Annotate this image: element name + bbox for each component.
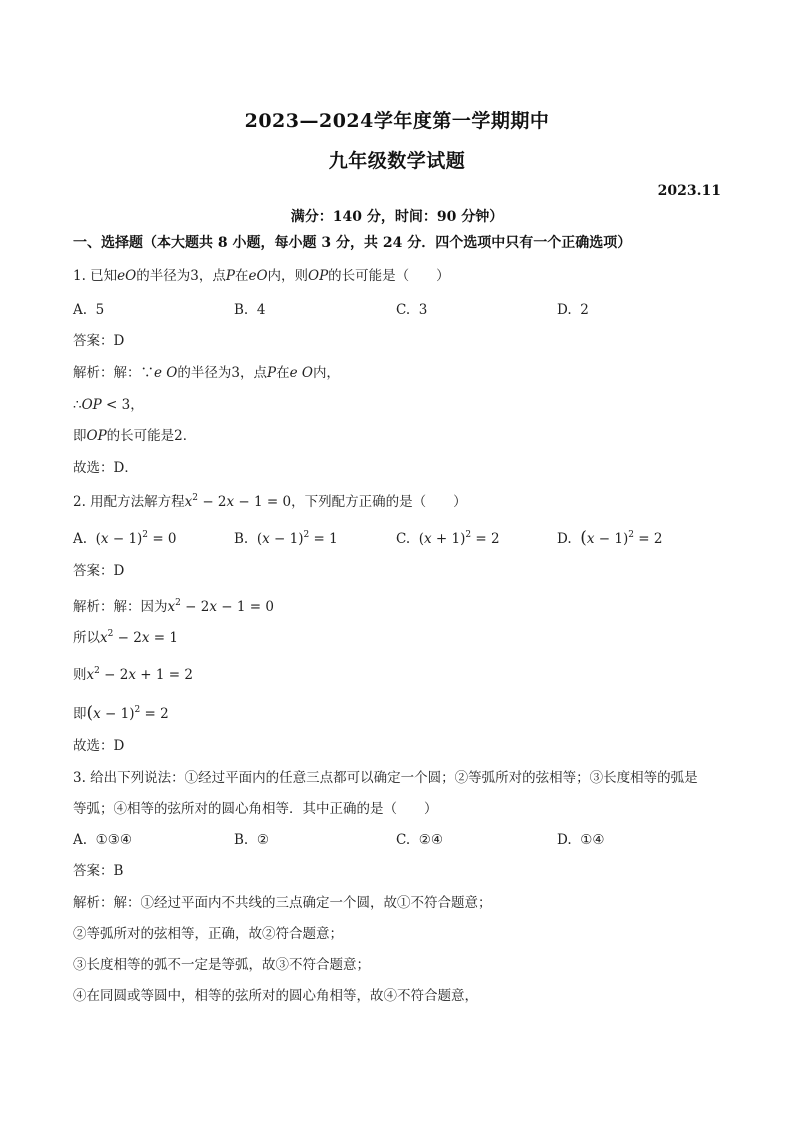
var-op: OP	[308, 268, 329, 284]
q2-explanation-1	[73, 593, 274, 617]
var-x: x	[141, 630, 150, 646]
exp-text: 解析：解：∵	[73, 365, 154, 381]
eq-text: = 1	[309, 531, 338, 547]
option-value: ①④	[580, 832, 605, 848]
exam-date: 2023.11	[657, 183, 721, 199]
num: 3	[190, 268, 199, 284]
eq-text: = 2	[633, 531, 663, 547]
exp-text: 内，	[312, 365, 340, 381]
q1-answer: 答案：D	[73, 333, 125, 349]
q1-explanation-3	[73, 426, 196, 446]
option-value: 4	[256, 302, 266, 318]
option-letter: A.	[73, 531, 88, 547]
option-letter: D.	[557, 832, 572, 848]
var-op: OP	[86, 428, 107, 444]
q1-text: 在	[234, 268, 249, 284]
eq-text: − 2	[99, 667, 129, 683]
var-o: O	[301, 365, 313, 381]
exponent: 2	[107, 629, 114, 639]
option-letter: B.	[234, 531, 249, 547]
exp-text: 的长可能是	[106, 428, 175, 444]
q1-stem	[73, 266, 450, 286]
circle-symbol: e	[154, 365, 162, 381]
score-info: 满分：140 分，时间：90 分钟）	[290, 209, 504, 225]
var-p: P	[266, 365, 277, 381]
eq-text: − 2	[180, 599, 210, 615]
q3-option-c	[396, 830, 443, 850]
option-value: ②	[256, 832, 269, 848]
q2-stem	[73, 488, 467, 512]
var-x: x	[100, 630, 108, 646]
exp-text: 的半径为	[177, 365, 232, 381]
var-x: x	[424, 531, 432, 547]
var-x: x	[586, 531, 595, 547]
q3-stem-line2: 等弧；④相等的弦所对的圆心角相等．其中正确的是（ ）	[73, 801, 438, 817]
eq-text: − 1 = 0	[234, 494, 292, 510]
option-letter: B.	[234, 302, 249, 318]
var-x: x	[100, 531, 109, 547]
q1-text: 的半径为	[136, 268, 191, 284]
q3-explanation-1: 解析：解：①经过平面内不共线的三点确定一个圆，故①不符合题意；	[73, 895, 492, 911]
eq-text: − 1)	[269, 531, 304, 547]
q2-explanation-2	[73, 624, 178, 648]
therefore-symbol: ∴	[73, 397, 82, 413]
option-letter: D.	[557, 302, 572, 318]
q1-explanation-1	[73, 363, 340, 383]
exp-text: < 3，	[101, 397, 144, 413]
q3-stem-line1: 3. 给出下列说法：①经过平面内的任意三点都可以确定一个圆；②等弧所对的弦相等；③长度相等的弧是	[73, 770, 698, 786]
eq-text: − 2	[113, 630, 142, 646]
exp-text: 解析：解：因为	[73, 599, 168, 615]
q2-option-d	[557, 525, 662, 549]
var-x: x	[167, 599, 176, 615]
option-letter: B.	[234, 832, 249, 848]
var-o: O	[256, 268, 268, 284]
paren: (	[418, 531, 425, 547]
q3-option-d	[557, 830, 604, 850]
var-x: x	[184, 494, 193, 510]
q2-option-b	[234, 525, 338, 549]
q1-choose: 故选：D．	[73, 460, 138, 476]
q2-choose: 故选：D	[73, 738, 125, 754]
exponent: 2	[192, 493, 199, 503]
eq-text: − 2	[198, 494, 227, 510]
q1-option-d	[557, 300, 589, 320]
paren: (	[95, 531, 101, 547]
option-letter: C.	[396, 302, 411, 318]
option-value: ①③④	[95, 832, 132, 848]
q2-explanation-3	[73, 661, 193, 685]
eq-text: + 1)	[431, 531, 466, 547]
eq-text: = 1	[149, 630, 178, 646]
option-letter: D.	[557, 531, 572, 547]
exp-text: 2．	[174, 428, 197, 444]
var-p: P	[225, 268, 235, 284]
q2-text: 2. 用配方法解方程	[73, 494, 185, 510]
option-letter: A.	[73, 832, 88, 848]
circle-symbol: e	[117, 268, 126, 284]
q1-option-a	[73, 300, 104, 320]
num: 3	[231, 365, 240, 381]
option-value: ②④	[418, 832, 443, 848]
eq-text: = 2	[471, 531, 500, 547]
eq-text: − 1)	[100, 706, 135, 722]
q3-explanation-4: ④在同圆或等圆中，相等的弦所对的圆心角相等，故④不符合题意，	[73, 988, 478, 1004]
paren: (	[256, 531, 263, 547]
q2-option-a	[73, 525, 177, 549]
paren: (	[580, 528, 587, 548]
exp-text: 即	[73, 706, 87, 722]
circle-symbol: e	[248, 268, 257, 284]
q2-answer: 答案：D	[73, 563, 125, 579]
var-x: x	[262, 531, 270, 547]
exam-subtitle: 九年级数学试题	[328, 150, 466, 172]
q1-text: 1. 已知	[73, 268, 118, 284]
exp-text: 即	[73, 428, 87, 444]
eq-text: = 0	[148, 531, 177, 547]
var-x: x	[93, 706, 101, 722]
q1-option-b	[234, 300, 265, 320]
q1-option-c	[396, 300, 427, 320]
exponent: 2	[175, 598, 181, 608]
exponent: 2	[628, 530, 634, 540]
var-o: O	[166, 365, 178, 381]
option-value: 5	[95, 302, 105, 318]
q1-text: ，点	[198, 268, 226, 284]
exponent: 2	[465, 530, 472, 540]
exponent: 2	[142, 530, 149, 540]
q2-text: ，下列配方正确的是（ ）	[291, 494, 467, 510]
exp-text: ，点	[239, 365, 267, 381]
var-x: x	[209, 599, 217, 615]
exam-title: 2023—2024学年度第一学期期中	[244, 110, 550, 132]
var-x: x	[128, 667, 136, 683]
section-heading: 一、选择题（本大题共 8 小题，每小题 3 分，共 24 分．四个选项中只有一个正确选项）	[73, 235, 632, 251]
option-letter: A.	[73, 302, 88, 318]
q2-option-c	[396, 525, 500, 549]
eq-text: + 1 = 2	[135, 667, 193, 683]
eq-text: − 1)	[108, 531, 143, 547]
var-op: OP	[81, 397, 102, 413]
q3-explanation-3: ③长度相等的弧不一定是等弧，故③不符合题意；	[73, 957, 370, 973]
q3-option-b	[234, 830, 269, 850]
q3-option-a	[73, 830, 132, 850]
q2-explanation-4	[73, 700, 169, 724]
q3-explanation-2: ②等弧所对的弦相等，正确，故②符合题意；	[73, 926, 343, 942]
option-value: 2	[580, 302, 589, 318]
q1-text: 的长可能是（ ）	[328, 268, 450, 284]
option-letter: C.	[396, 832, 411, 848]
eq-text: = 2	[140, 706, 169, 722]
circle-symbol: e	[289, 365, 298, 381]
paren: (	[86, 703, 94, 723]
exponent: 2	[134, 705, 141, 715]
option-letter: C.	[396, 531, 411, 547]
eq-text: − 1 = 0	[216, 599, 274, 615]
exp-text: 在	[276, 365, 290, 381]
q3-answer: 答案：B	[73, 863, 124, 879]
exp-text: 所以	[73, 630, 100, 646]
var-x: x	[86, 667, 95, 683]
exp-text: 则	[73, 667, 87, 683]
var-x: x	[226, 494, 235, 510]
eq-text: − 1)	[594, 531, 629, 547]
option-value: 3	[418, 302, 428, 318]
var-o: O	[125, 268, 137, 284]
q1-explanation-2	[73, 395, 144, 415]
exponent: 2	[94, 666, 100, 676]
exponent: 2	[303, 530, 310, 540]
q1-text: 内，则	[267, 268, 309, 284]
